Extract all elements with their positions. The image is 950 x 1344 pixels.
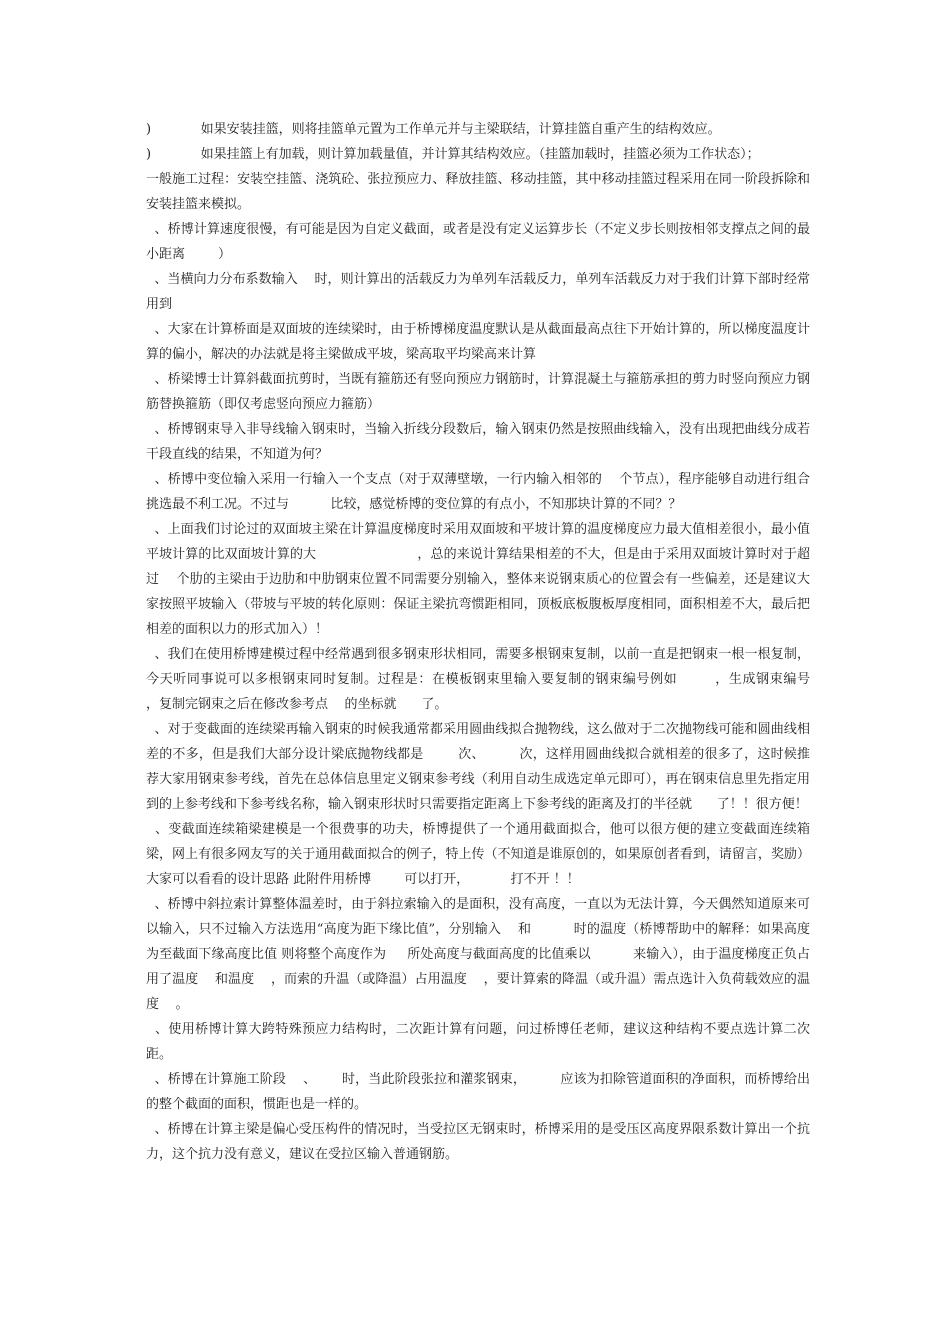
paragraph-shear-calc: 、桥梁博士计算斜截面抗剪时，当既有箍筋还有竖向预应力钢筋时，计算混凝土与箍筋承担的剪力时竖向预应力钢筋替换箍筋（即仅考虑竖向预应力箍筋） (146, 372, 810, 412)
paragraph-secondary-moment: 、使用桥博计算大跨特殊预应力结构时，二次距计算有问题，问过桥博任老师，建议这种结构不要点选计算二次距。 (146, 1022, 810, 1062)
paragraph-double-slope: 、上面我们讨论过的双面坡主梁在计算温度梯度时采用双面坡和平坡计算的温度梯度应力最大值相差很小，最小值平坡计算的比双面坡计算的大 ，总的来说计算结果相差的不大，但是由于采用双面坡计算时对于超过 个肋的主梁由于边肋和中肋钢束位置不同需要分别输入，整体来说钢束质心的位置会有一些偏差，还是建议大家按照平坡输入（带坡与平坡的转化原则：保证主梁抗弯惯距相同，顶板底板腹板厚度相同，面积相差不大，最后把相差的面积以力的形式加入）！ (146, 522, 810, 637)
paragraph-gradient-temperature: 、大家在计算桥面是双面坡的连续梁时，由于桥博梯度温度默认是从截面最高点往下开始计算的，所以梯度温度计算的偏小，解决的办法就是将主梁做成平坡，梁高取平均梁高来计算 (146, 322, 810, 362)
paragraph-lateral-distribution: 、当横向力分布系数输入 时，则计算出的活载反力为单列车活载反力，单列车活载反力对于我们计算下部时经常用到 (146, 272, 811, 312)
paragraph-tendon-copy: 、我们在使用桥博建模过程中经常遇到很多钢束形状相同，需要多根钢束复制，以前一直是把钢束一根一根复制，今天听同事说可以多根钢束同时复制。过程是：在模板钢束里输入要复制的钢束编号例如 ，生成钢束编号 ，复制完钢束之后在修改参考点 的坐标就 了。 (146, 647, 852, 712)
paragraph-hanging-basket-install: ) 如果安装挂篮，则将挂篮单元置为工作单元并与主梁联结，计算挂篮自重产生的结构效应。 (146, 122, 721, 137)
paragraph-construction-process: 一般施工过程：安装空挂篮、浇筑砼、张拉预应力、释放挂篮、移动挂篮，其中移动挂篮过程采用在同一阶段拆除和安装挂篮来模拟。 (146, 172, 810, 212)
document-page (146, 112, 852, 1167)
paragraph-tendon-import: 、桥博钢束导入非导线输入钢束时，当输入折线分段数后，输入钢束仍然是按照曲线输入，没有出现把曲线分成若干段直线的结果，不知道为何？ (146, 422, 810, 462)
paragraph-hanging-basket-load: ) 如果挂篮上有加载，则计算加载量值，并计算其结构效应。（挂篮加载时，挂篮必须为工作状态）； (146, 147, 760, 162)
paragraph-displacement-input: 、桥博中变位输入采用一行输入一个支点（对于双薄壁墩，一行内输入相邻的 个节点），程序能够自动进行组合挑选最不利工况。不过与 比较，感觉桥博的变位算的有点小，不知那块计算的不同？？ (146, 472, 811, 512)
paragraph-cable-temperature: 、桥博中斜拉索计算整体温差时，由于斜拉索输入的是面积，没有高度，一直以为无法计算，今天偶然知道原来可以输入，只不过输入方法选用“高度为距下缘比值”，分别输入 和 时的温度（桥博帮助中的解释：如果高度为至截面下缘高度比值 则将整个高度作为 所处高度与截面高度的比值乘以 来输入），由于温度梯度正负占用了温度 和温度 ，而索的升温（或降温）占用温度 ，要计算索的降温（或升温）需点选计入负荷载效应的温度 。 (146, 897, 810, 1012)
paragraph-eccentric-compression: 、桥博在计算主梁是偏心受压构件的情况时，当受拉区无钢束时，桥博采用的是受压区高度界限系数计算出一个抗力，这个抗力没有意义，建议在受拉区输入普通钢筋。 (146, 1122, 810, 1162)
paragraph-construction-stage: 、桥博在计算施工阶段 、 时，当此阶段张拉和灌浆钢束， 应该为扣除管道面积的净面积，而桥博给出的整个截面的面积，惯距也是一样的。 (146, 1072, 810, 1112)
paragraph-reference-line: 、对于变截面的连续梁再输入钢束的时候我通常都采用圆曲线拟合抛物线，这么做对于二次抛物线可能和圆曲线相差的不多，但是我们大部分设计梁底抛物线都是 次、 次，这样用圆曲线拟合就相差的很多了，这时候推荐大家用钢束参考线，首先在总体信息里定义钢束参考线（利用自动生成选定单元即可），再在钢束信息里先指定用到的上参考线和下参考线名称，输入钢束形状时只需要指定距离上下参考线的距离及打的半径就 了！！很方便！ (146, 722, 810, 812)
paragraph-section-fitting: 、变截面连续箱梁建模是一个很费事的功夫，桥博提供了一个通用截面拟合，他可以很方便的建立变截面连续箱梁，网上有很多网友写的关于通用截面拟合的例子，特上传（不知道是谁原创的，如果原创者看到，请留言，奖励）大家可以看看的设计思路 此附件用桥博 可以打开， 打不开 ！！ (146, 822, 810, 887)
paragraph-calc-speed: 、桥博计算速度很慢，有可能是因为自定义截面，或者是没有定义运算步长（不定义步长则按相邻支撑点之间的最小距离 ） (146, 222, 810, 262)
